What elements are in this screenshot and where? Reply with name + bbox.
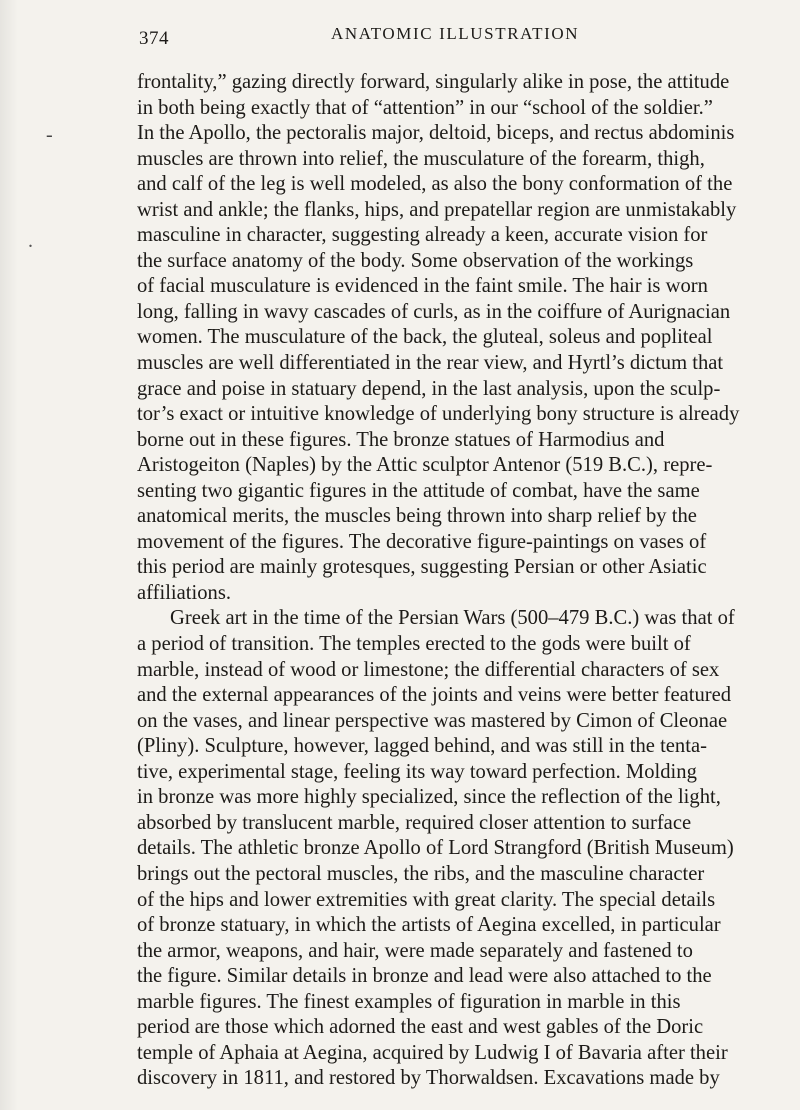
text-line: and calf of the leg is well modeled, as also the bony conformation of the (137, 173, 733, 196)
text-line: in both being exactly that of “attention” in our “school of the soldier.” (137, 96, 713, 119)
text-line: of the hips and lower extremities with great clarity. The special details (137, 888, 716, 911)
text-line: (Pliny). Sculpture, however, lagged behind, and was still in the tenta- (137, 735, 707, 758)
text-line: senting two gigantic figures in the attitude of combat, have the same (137, 479, 700, 502)
text-line: borne out in these figures. The bronze statues of Harmodius and (137, 428, 665, 451)
text-line: discovery in 1811, and restored by Thorwaldsen. Excavations made by (137, 1067, 720, 1090)
text-line: of bronze statuary, in which the artists of Aegina excelled, in particular (137, 914, 721, 937)
text-line: women. The musculature of the back, the gluteal, soleus and popliteal (137, 326, 713, 349)
text-line: marble, instead of wood or limestone; the differential characters of sex (137, 658, 720, 681)
margin-mark: - (46, 124, 53, 146)
text-line: masculine in character, suggesting already a keen, accurate vision for (137, 224, 708, 247)
text-line: in bronze was more highly specialized, since the reflection of the light, (137, 786, 721, 809)
margin-mark: . (28, 230, 33, 252)
text-line: affiliations. (137, 581, 231, 604)
text-line: and the external appearances of the joints and veins were better featured (137, 684, 732, 707)
text-line: the armor, weapons, and hair, were made separately and fastened to (137, 939, 693, 962)
text-line: a period of transition. The temples erected to the gods were built of (137, 633, 691, 656)
text-line: period are those which adorned the east and west gables of the Doric (137, 1016, 704, 1039)
text-line: the surface anatomy of the body. Some observation of the workings (137, 249, 694, 272)
text-line: brings out the pectoral muscles, the ribs, and the masculine character (137, 862, 705, 885)
text-line: grace and poise in statuary depend, in the last analysis, upon the sculp- (137, 377, 721, 400)
running-head: ANATOMIC ILLUSTRATION (331, 24, 580, 43)
text-line: anatomical merits, the muscles being thrown into sharp relief by the (137, 505, 697, 528)
text-line: In the Apollo, the pectoralis major, deltoid, biceps, and rectus abdominis (137, 122, 735, 145)
text-line: tor’s exact or intuitive knowledge of underlying bony structure is already (137, 403, 740, 426)
text-line: of facial musculature is evidenced in the faint smile. The hair is worn (137, 275, 708, 298)
text-line: marble figures. The finest examples of figuration in marble in this (137, 990, 681, 1013)
text-line: long, falling in wavy cascades of curls, as in the coiffure of Aurignacian (137, 300, 731, 323)
text-line: muscles are thrown into relief, the musculature of the forearm, thigh, (137, 147, 705, 170)
text-line: wrist and ankle; the flanks, hips, and prepatellar region are unmistakably (137, 198, 737, 221)
text-line: the figure. Similar details in bronze and lead were also attached to the (137, 965, 712, 988)
text-line: details. The athletic bronze Apollo of Lord Strangford (British Museum) (137, 837, 734, 860)
text-line: tive, experimental stage, feeling its way toward perfection. Molding (137, 760, 697, 783)
text-line: movement of the figures. The decorative figure-paintings on vases of (137, 530, 707, 553)
body-text (137, 70, 771, 1092)
text-line: frontality,” gazing directly forward, singularly alike in pose, the attitude (137, 71, 730, 93)
text-line: on the vases, and linear perspective was mastered by Cimon of Cleonae (137, 709, 728, 732)
text-line: Aristogeiton (Naples) by the Attic sculptor Antenor (519 B.C.), repre- (137, 454, 713, 477)
text-line: this period are mainly grotesques, suggesting Persian or other Asiatic (137, 556, 707, 579)
page-header (0, 24, 800, 54)
text-line: temple of Aphaia at Aegina, acquired by Ludwig I of Bavaria after their (137, 1041, 728, 1064)
text-line: muscles are well differentiated in the rear view, and Hyrtl’s dictum that (137, 352, 724, 375)
text-line: absorbed by translucent marble, required closer attention to surface (137, 811, 692, 834)
paragraph-first-line: Greek art in the time of the Persian Wars (500–479 B.C.) was that of (170, 607, 735, 630)
page-number: 374 (139, 28, 169, 49)
